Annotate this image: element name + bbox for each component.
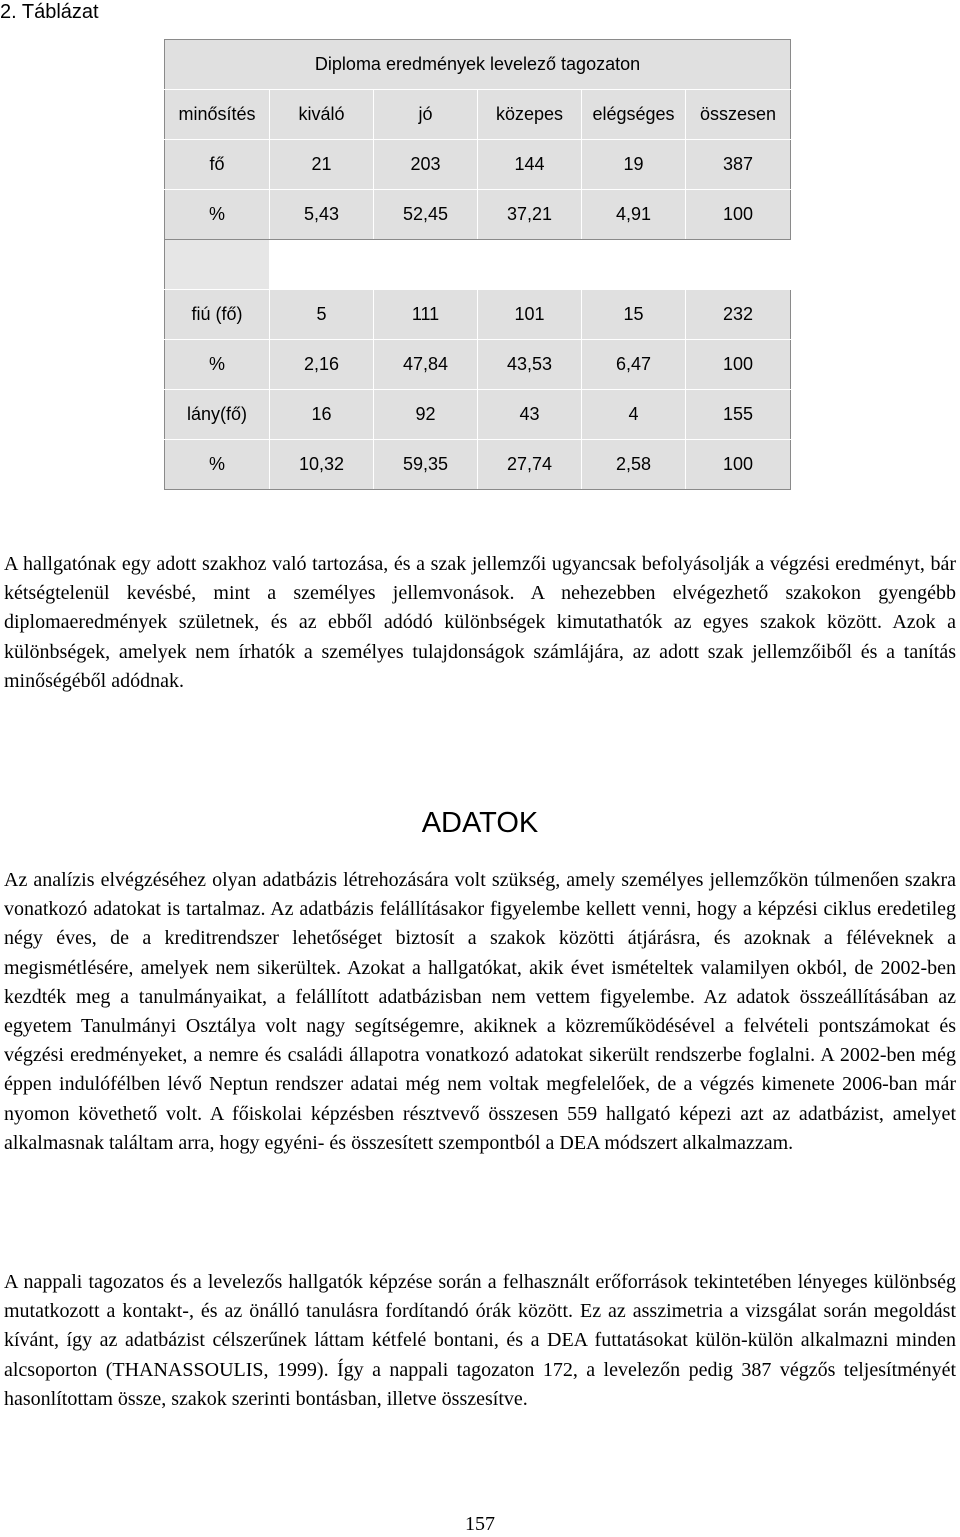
results-table [164, 39, 791, 490]
table-cell: közepes [478, 90, 582, 140]
table-spacer-cell [374, 240, 478, 290]
paragraph-3: A nappali tagozatos és a levelezős hallgatók képzése során a felhasznált erőforrások tekintetében lényeges különbség mutatkozott a kontakt-, és az önálló tanulásra fordítandó órák között. Ez az asszimetria a vizsgálat során megoldást kívánt, így az adatbázist célszerűnek láttam kétfelé bontani, és a DEA futtatásokat külön-külön alkalmazni minden alcsoporton (THANASSOULIS, 1999). Így a nappali tagozaton 172, a levelezőn pedig 387 végzős teljesítményét hasonlítottam össze, szakok szerinti bontásban, illetve összesítve. [4, 1271, 956, 1410]
table-cell: 19 [582, 140, 686, 190]
table-title: Diploma eredmények levelező tagozaton [165, 40, 791, 90]
table-row [165, 190, 791, 240]
table-cell: 27,74 [478, 440, 582, 490]
table-cell: 232 [686, 290, 791, 340]
table-cell: 144 [478, 140, 582, 190]
table-cell: 4,91 [582, 190, 686, 240]
table-cell: 43 [478, 390, 582, 440]
table-cell: % [165, 190, 270, 240]
table-cell: 92 [374, 390, 478, 440]
table-cell: összesen [686, 90, 791, 140]
table-cell: 43,53 [478, 340, 582, 390]
table-title-row [165, 40, 791, 90]
table-spacer-cell [686, 240, 791, 290]
table-cell: 100 [686, 440, 791, 490]
table-cell: 59,35 [374, 440, 478, 490]
table-cell: 21 [270, 140, 374, 190]
table-caption: 2. Táblázat [0, 1, 99, 23]
table-row [165, 340, 791, 390]
table-cell: 5,43 [270, 190, 374, 240]
table-header-row [165, 90, 791, 140]
results-table-body [165, 40, 791, 490]
table-cell: kiváló [270, 90, 374, 140]
table-spacer-cell [165, 240, 270, 290]
table-spacer-cell [582, 240, 686, 290]
table-cell: 2,58 [582, 440, 686, 490]
table-cell: jó [374, 90, 478, 140]
table-cell: 16 [270, 390, 374, 440]
table-cell: % [165, 440, 270, 490]
table-cell: minősítés [165, 90, 270, 140]
table-cell: fő [165, 140, 270, 190]
table-spacer-cell [478, 240, 582, 290]
table-cell: 5 [270, 290, 374, 340]
table-cell: 52,45 [374, 190, 478, 240]
table-cell: 6,47 [582, 340, 686, 390]
table-spacer-row [165, 240, 791, 290]
table-cell: fiú (fő) [165, 290, 270, 340]
table-row [165, 390, 791, 440]
table-cell: 387 [686, 140, 791, 190]
table-cell: 155 [686, 390, 791, 440]
table-cell: lány(fő) [165, 390, 270, 440]
table-cell: 203 [374, 140, 478, 190]
table-cell: 10,32 [270, 440, 374, 490]
table-row [165, 290, 791, 340]
table-cell: 111 [374, 290, 478, 340]
table-cell: 47,84 [374, 340, 478, 390]
table-cell: 101 [478, 290, 582, 340]
table-row [165, 140, 791, 190]
table-cell: 37,21 [478, 190, 582, 240]
table-cell: 100 [686, 340, 791, 390]
table-cell: % [165, 340, 270, 390]
table-row [165, 440, 791, 490]
table-cell: 2,16 [270, 340, 374, 390]
paragraph-1: A hallgatónak egy adott szakhoz való tartozása, és a szak jellemzői ugyancsak befolyásolják a végzési eredményt, bár kétségtelenül kevésbé, mint a személyes jellemvonások. A nehezebben elvégezhető szakokon gyengébb diplomaeredmények születnek, és az ebből adódó különbségek kimutathatók az egyes szakok között. Azok a különbségek, amelyek nem írhatók a személyes tulajdonságok számlájára, az adott szak jellemzőiből és a tanítás minőségéből adódnak. [4, 553, 956, 692]
table-cell: 15 [582, 290, 686, 340]
paragraph-2: Az analízis elvégzéséhez olyan adatbázis létrehozására volt szükség, amely személyes jellemzőkön túlmenően szakra vonatkozó adatokat is tartalmaz. Az adatbázis felállításakor figyelembe kellett venni, hogy a képzési ciklus eredetileg négy éves, de a kreditrendszer lehetőséget biztosít a szakok közötti átjárásra, és azoknak a féléveknek a megismétlésére, amelyek nem sikerültek. Azokat a hallgatókat, akik évet ismételtek valamilyen okból, de 2002-ben kezdték meg a tanulmányaikat, a felállított adatbázisban nem vettem figyelembe. Az adatok összeállításában az egyetem Tanulmányi Osztálya volt nagy segítségemre, akiknek a közreműködésével a felvételi pontszámokat és végzési eredményeket, a nemre és családi állapotra vonatkozó adatokat sikerült rendszerbe foglalni. A 2002-ben még éppen indulófélben lévő Neptun rendszer adatai még nem voltak megfelelőek, de a végzés kimenete 2006-ban már nyomon követhető volt. A főiskolai képzésben résztvevő összesen 559 hallgató képezi azt az adatbázist, amelyet alkalmasnak találtam arra, hogy egyéni- és összesített szempontból a DEA módszert alkalmazzam. [4, 869, 956, 1154]
table-spacer-cell [270, 240, 374, 290]
section-heading: ADATOK [421, 807, 539, 839]
table-cell: elégséges [582, 90, 686, 140]
table-cell: 100 [686, 190, 791, 240]
page-number: 157 [465, 1513, 495, 1535]
table-cell: 4 [582, 390, 686, 440]
